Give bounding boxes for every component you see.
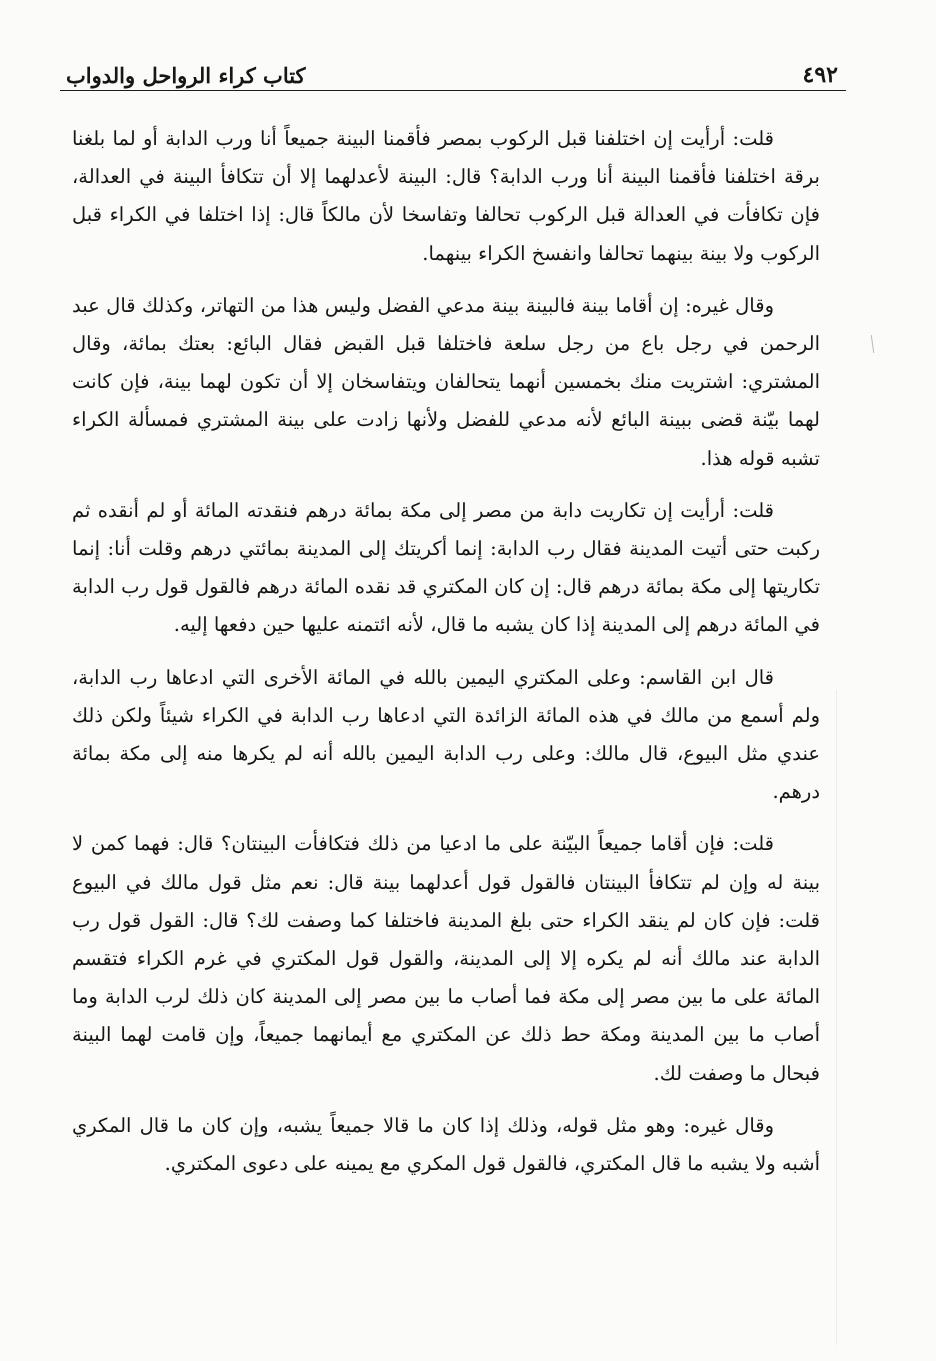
paragraph-4: قال ابن القاسم: وعلى المكتري اليمين بالله في المائة الأخرى التي ادعاها رب الدابة، ولم أسمع من مالك في هذه المائة الزائدة التي ادعاها رب الدابة في الكراء شيئاً ولكن ذلك عندي مثل البيوع، قال مالك: وعلى رب الدابة اليمين بالله أنه لم يكرها منه إلى مكة بمائة درهم.	[72, 665, 820, 804]
scan-edge-line	[836, 690, 837, 1345]
paragraph-3: قلت: أرأيت إن تكاريت دابة من مصر إلى مكة بمائة درهم فنقدته المائة أو لم أنقده ثم ركبت حتى أتيت المدينة فقال رب الدابة: إنما أكريتك إلى المدينة بمائتي درهم وقلت أنا: إنما تكاريتها إلى مكة بمائة درهم قال: إن كان المكتري قد نقده المائة درهم فالقول قول رب الدابة في المائة درهم إلى المدينة إذا كان يشبه ما قال، لأنه ائتمنه عليها حين دفعها إليه.	[72, 498, 820, 637]
paragraph-5: قلت: فإن أقاما جميعاً البيّنة على ما ادعيا من ذلك فتكافأت البينتان؟ قال: فهما كمن لا بينة له وإن لم تتكافأ البينتان فالقول قول أعدلهما بينة قال: نعم مثل قول مالك في البيوع قلت: فإن كان لم ينقد الكراء حتى بلغ المدينة فاختلفا كما وصفت لك؟ قال: القول قول رب الدابة عند مالك أنه لم يكره إلا إلى المدينة، والقول قول المكتري في غرم الكراء فتقسم المائة على ما بين مصر إلى مكة فما أصاب ما بين مصر إلى المدينة كان ذلك لرب الدابة وما أصاب ما بين المدينة ومكة حط ذلك عن المكتري مع أيمانهما جميعاً، وإن قامت لهما البينة فبحال ما وصفت لك.	[72, 832, 820, 1085]
page-number: ٤٩٢	[802, 62, 838, 88]
header-divider	[60, 90, 846, 91]
body-text	[72, 120, 820, 1183]
paragraph-2: وقال غيره: إن أقاما بينة فالبينة بينة مدعي الفضل وليس هذا من التهاتر، وكذلك قال عبد الرحمن في رجل باع من رجل سلعة فاختلفا قبل القبض فقال البائع: بعتك بمائة، وقال المشتري: اشتريت منك بخمسين أنهما يتحالفان ويتفاسخان إلا أن تكون لهما بينة، فإن كانت لهما بيّنة قضى ببينة البائع لأنه مدعي للفضل ولأنها زادت على بينة المشتري فمسألة الكراء تشبه قوله هذا.	[72, 293, 820, 470]
running-header	[60, 50, 844, 90]
chapter-title: كتاب كراء الرواحل والدواب	[66, 63, 306, 88]
paragraph-6: وقال غيره: وهو مثل قوله، وذلك إذا كان ما قالا جميعاً يشبه، وإن كان ما قال المكري أشبه ولا يشبه ما قال المكتري، فالقول قول المكري مع يمينه على دعوى المكتري.	[72, 1113, 820, 1176]
margin-mark	[871, 335, 874, 353]
paragraph-1: قلت: أرأيت إن اختلفنا قبل الركوب بمصر فأقمنا البينة جميعاً أنا ورب الدابة أو لما بلغنا برقة اختلفنا فأقمنا البينة أنا ورب الدابة؟ قال: البينة لأعدلهما إلا أن تتكافأ البينة في العدالة، فإن تكافأت في العدالة قبل الركوب تحالفا وتفاسخا لأن مالكاً قال: إذا اختلفا في الكراء قبل الركوب ولا بينة بينهما تحالفا وانفسخ الكراء بينهما.	[72, 127, 820, 265]
